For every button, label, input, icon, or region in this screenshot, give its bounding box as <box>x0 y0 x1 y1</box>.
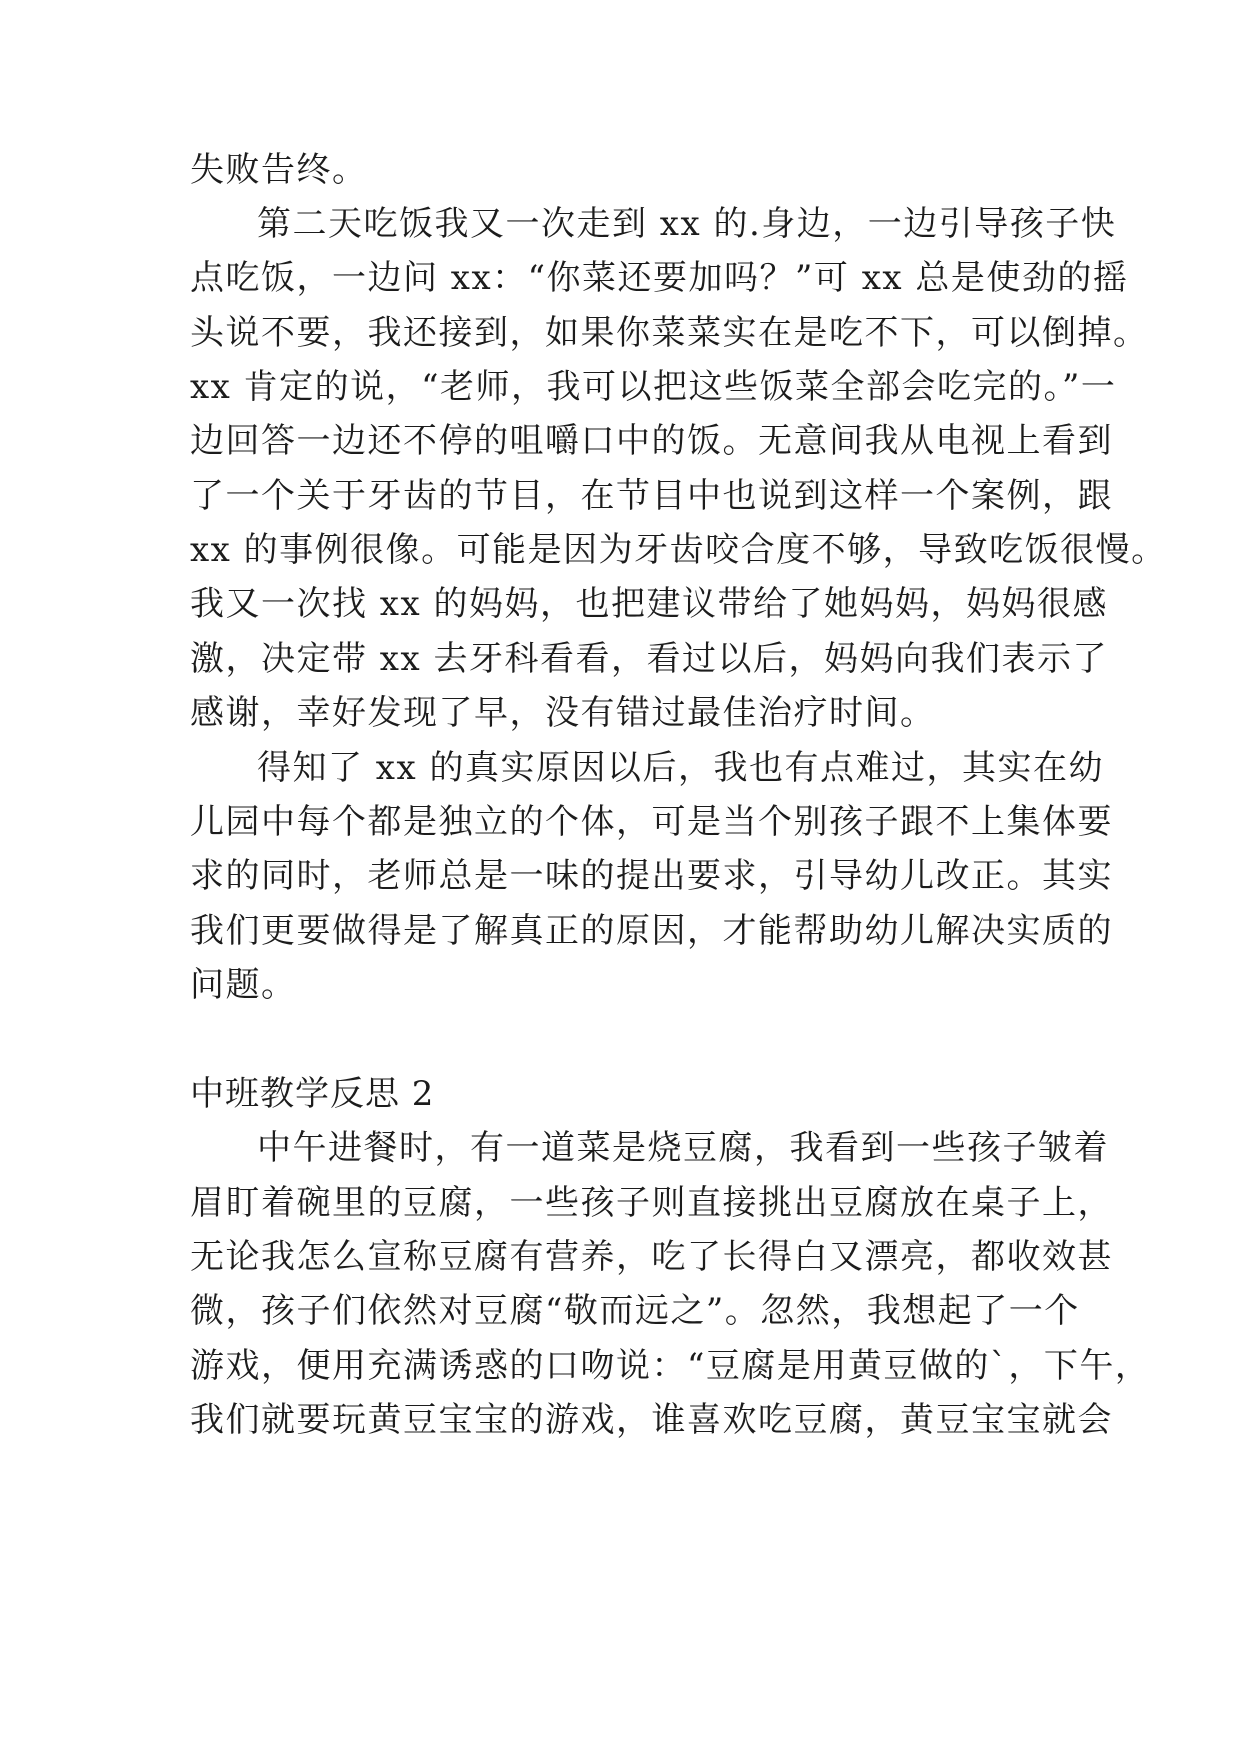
text-line: 我们更要做得是了解真正的原因，才能帮助幼儿解决实质的 <box>190 911 1113 951</box>
text-line: 眉盯着碗里的豆腐，一些孩子则直接挑出豆腐放在桌子上， <box>190 1183 1113 1223</box>
paragraph-start-line: 中午进餐时，有一道菜是烧豆腐，我看到一些孩子皱着 <box>257 1128 1109 1168</box>
text-line: xx 的事例很像。可能是因为牙齿咬合度不够，导致吃饭很慢。 <box>190 530 1167 570</box>
paragraph-start-line: 第二天吃饭我又一次走到 xx 的.身边，一边引导孩子快 <box>257 204 1117 244</box>
section-heading: 中班教学反思 2 <box>190 1074 435 1114</box>
text-line: 激，决定带 xx 去牙科看看，看过以后，妈妈向我们表示了 <box>190 639 1108 679</box>
text-line: 求的同时，老师总是一味的提出要求，引导幼儿改正。其实 <box>190 856 1113 896</box>
text-line: 了一个关于牙齿的节目，在节目中也说到这样一个案例，跟 <box>190 476 1113 516</box>
text-line: 失败告终。 <box>190 150 368 190</box>
text-line: 边回答一边还不停的咀嚼口中的饭。无意间我从电视上看到 <box>190 421 1113 461</box>
text-line: xx 肯定的说，“老师，我可以把这些饭菜全部会吃完的。”一 <box>190 367 1117 407</box>
text-line: 点吃饭，一边问 xx：“你菜还要加吗？”可 xx 总是使劲的摇 <box>190 258 1129 298</box>
text-line: 微，孩子们依然对豆腐“敬而远之”。忽然，我想起了一个 <box>190 1291 1080 1331</box>
text-line: 游戏，便用充满诱惑的口吻说：“豆腐是用黄豆做的`，下午， <box>190 1346 1151 1386</box>
text-line: 无论我怎么宣称豆腐有营养，吃了长得白又漂亮，都收效甚 <box>190 1237 1113 1277</box>
text-line: 问题。 <box>190 965 297 1005</box>
text-line: 儿园中每个都是独立的个体，可是当个别孩子跟不上集体要 <box>190 802 1113 842</box>
text-line: 头说不要，我还接到，如果你菜菜实在是吃不下，可以倒掉。 <box>190 313 1149 353</box>
text-line: 感谢，幸好发现了早，没有错过最佳治疗时间。 <box>190 693 936 733</box>
paragraph-start-line: 得知了 xx 的真实原因以后，我也有点难过，其实在幼 <box>257 748 1104 788</box>
text-line: 我们就要玩黄豆宝宝的游戏，谁喜欢吃豆腐，黄豆宝宝就会 <box>190 1400 1113 1440</box>
text-line: 我又一次找 xx 的妈妈，也把建议带给了她妈妈，妈妈很感 <box>190 584 1108 624</box>
